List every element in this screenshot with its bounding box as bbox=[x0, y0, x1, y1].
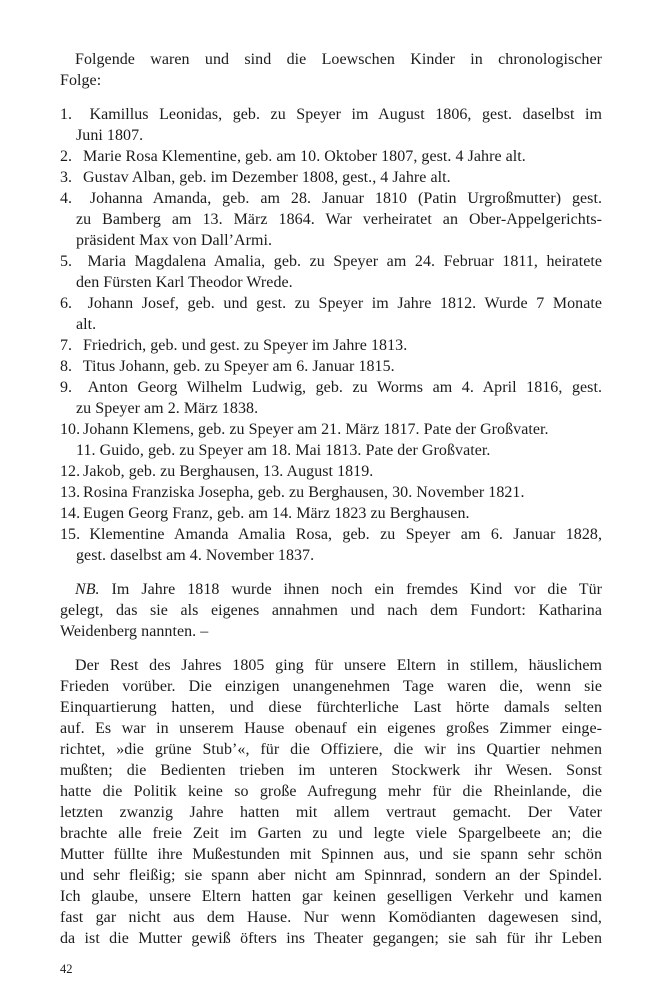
text-line: Ich glaube, unsere Eltern hatten gar keinen geselligen Verkehr und kamen bbox=[60, 888, 602, 905]
list-number: 10. bbox=[60, 421, 81, 438]
text-line: brachte alle freie Zeit im Garten zu und legte viele Spargelbeete an; die bbox=[60, 825, 602, 842]
text-line: auf. Es war in unserem Hause obenauf ein eigenes großes Zimmer einge- bbox=[60, 720, 602, 737]
list-item bbox=[60, 146, 602, 167]
text-line: 5. Maria Magdalena Amalia, geb. zu Speyer am 24. Februar 1811, heiratete bbox=[60, 253, 602, 270]
list-item bbox=[60, 482, 602, 503]
nb-note bbox=[60, 579, 602, 642]
text-line: fast gar nicht aus dem Hause. Nur wenn Komödianten dagewesen sind, bbox=[60, 909, 602, 926]
list-item bbox=[60, 356, 602, 377]
list-item bbox=[60, 524, 602, 566]
text-line: 9. Anton Georg Wilhelm Ludwig, geb. zu Worms am 4. April 1816, gest. bbox=[60, 379, 602, 396]
text-line: 14. Eugen Georg Franz, geb. am 14. März 1823 zu Berghausen. bbox=[60, 505, 470, 522]
text-line: 4. Johanna Amanda, geb. am 28. Januar 1810 (Patin Urgroßmutter) gest. bbox=[60, 190, 602, 207]
text-line: und sehr fleißig; sie spann aber nicht am Spinnrad, sondern an der Spindel. bbox=[60, 867, 602, 884]
text-line: Juni 1807. bbox=[76, 127, 144, 144]
nb-label: NB. bbox=[75, 581, 100, 598]
text-line: 3. Gustav Alban, geb. im Dezember 1808, gest., 4 Jahre alt. bbox=[60, 169, 451, 186]
list-number: 2. bbox=[60, 148, 73, 165]
text-line: letzten zwanzig Jahre hatten mit allem vertraut gemacht. Der Vater bbox=[60, 804, 602, 821]
text-line: da ist die Mutter gewiß öfters ins Theater gegangen; sie sah für ihr Leben bbox=[60, 930, 602, 947]
list-item bbox=[60, 167, 602, 188]
list-item bbox=[60, 335, 602, 356]
list-number: 13. bbox=[60, 484, 81, 501]
text-line: 11. Guido, geb. zu Speyer am 18. Mai 1813. Pate der Großvater. bbox=[76, 442, 491, 459]
list-number: 15. bbox=[60, 526, 81, 543]
list-number: 3. bbox=[60, 169, 73, 186]
list-number: 7. bbox=[60, 337, 73, 354]
text-line: Einquartierung hatten, und diese fürchterliche Last hörte damals selten bbox=[60, 699, 602, 716]
list-number: 9. bbox=[60, 379, 73, 396]
list-number: 5. bbox=[60, 253, 73, 270]
text-line: zu Bamberg am 13. März 1864. War verheiratet an Ober-Appelgerichts- bbox=[76, 211, 602, 228]
text-line: 15. Klementine Amanda Amalia Rosa, geb. zu Speyer am 6. Januar 1828, bbox=[60, 526, 602, 543]
list-number: 6. bbox=[60, 295, 73, 312]
text-line: 12. Jakob, geb. zu Berghausen, 13. August 1819. bbox=[60, 463, 374, 480]
children-list bbox=[60, 104, 602, 566]
text-line: Frieden vorüber. Die einzigen unangenehmen Tage waren die, wenn sie bbox=[60, 678, 602, 695]
list-number: 12. bbox=[60, 463, 81, 480]
text-line: 7. Friedrich, geb. und gest. zu Speyer im Jahre 1813. bbox=[60, 337, 408, 354]
text-line: Weidenberg nannten. – bbox=[60, 623, 209, 640]
text-line: zu Speyer am 2. März 1838. bbox=[76, 400, 259, 417]
text-line: hatte die Politik keine so große Aufregung mehr für die Rheinlande, die bbox=[60, 783, 602, 800]
text-line: 2. Marie Rosa Klementine, geb. am 10. Oktober 1807, gest. 4 Jahre alt. bbox=[60, 148, 526, 165]
text-line: alt. bbox=[76, 316, 97, 333]
list-number: 1. bbox=[60, 106, 73, 123]
text-line: Folgende waren und sind die Loewschen Kinder in chronologischer bbox=[75, 51, 602, 68]
list-item bbox=[60, 440, 602, 461]
text-line: Mutter füllte ihre Mußestunden mit Spinnen aus, und sie spann sehr schön bbox=[60, 846, 602, 863]
list-number: 8. bbox=[60, 358, 73, 375]
text-line: gest. daselbst am 4. November 1837. bbox=[76, 547, 315, 564]
text-line: 8. Titus Johann, geb. zu Speyer am 6. Januar 1815. bbox=[60, 358, 395, 375]
list-item bbox=[60, 377, 602, 419]
list-item bbox=[60, 251, 602, 293]
list-number: 14. bbox=[60, 505, 81, 522]
list-item bbox=[60, 188, 602, 251]
list-item bbox=[60, 461, 602, 482]
text-line: 1. Kamillus Leonidas, geb. zu Speyer im August 1806, gest. daselbst im bbox=[60, 106, 602, 123]
intro-paragraph bbox=[60, 49, 602, 91]
list-item bbox=[60, 293, 602, 335]
text-line: gelegt, das sie als eigenes annahmen und nach dem Fundort: Katharina bbox=[60, 602, 602, 619]
page-number: 42 bbox=[60, 962, 73, 976]
text-line: 6. Johann Josef, geb. und gest. zu Speyer im Jahre 1812. Wurde 7 Monate bbox=[60, 295, 602, 312]
text-line: den Fürsten Karl Theodor Wrede. bbox=[76, 274, 293, 291]
list-item bbox=[60, 419, 602, 440]
list-item bbox=[60, 503, 602, 524]
text-line: richtet, »die grüne Stub’«, für die Offiziere, die wir ins Quartier nehmen bbox=[60, 741, 602, 758]
text-line: 10. Johann Klemens, geb. zu Speyer am 21. März 1817. Pate der Großvater. bbox=[60, 421, 549, 438]
list-number: 4. bbox=[60, 190, 73, 207]
list-item bbox=[60, 104, 602, 146]
text-block bbox=[60, 49, 602, 977]
text-line: Folge: bbox=[60, 72, 102, 89]
text-line: präsident Max von Dall’Armi. bbox=[76, 232, 273, 249]
closing-paragraph bbox=[60, 655, 602, 949]
text-line: mußten; die Bedienten trieben im unteren Stockwerk ihr Wesen. Sonst bbox=[60, 762, 602, 779]
text-line: 13. Rosina Franziska Josepha, geb. zu Berghausen, 30. November 1821. bbox=[60, 484, 525, 501]
text-line: Der Rest des Jahres 1805 ging für unsere Eltern in stillem, häuslichem bbox=[75, 657, 602, 674]
text-line: NB. Im Jahre 1818 wurde ihnen noch ein fremdes Kind vor die Tür bbox=[75, 581, 602, 598]
